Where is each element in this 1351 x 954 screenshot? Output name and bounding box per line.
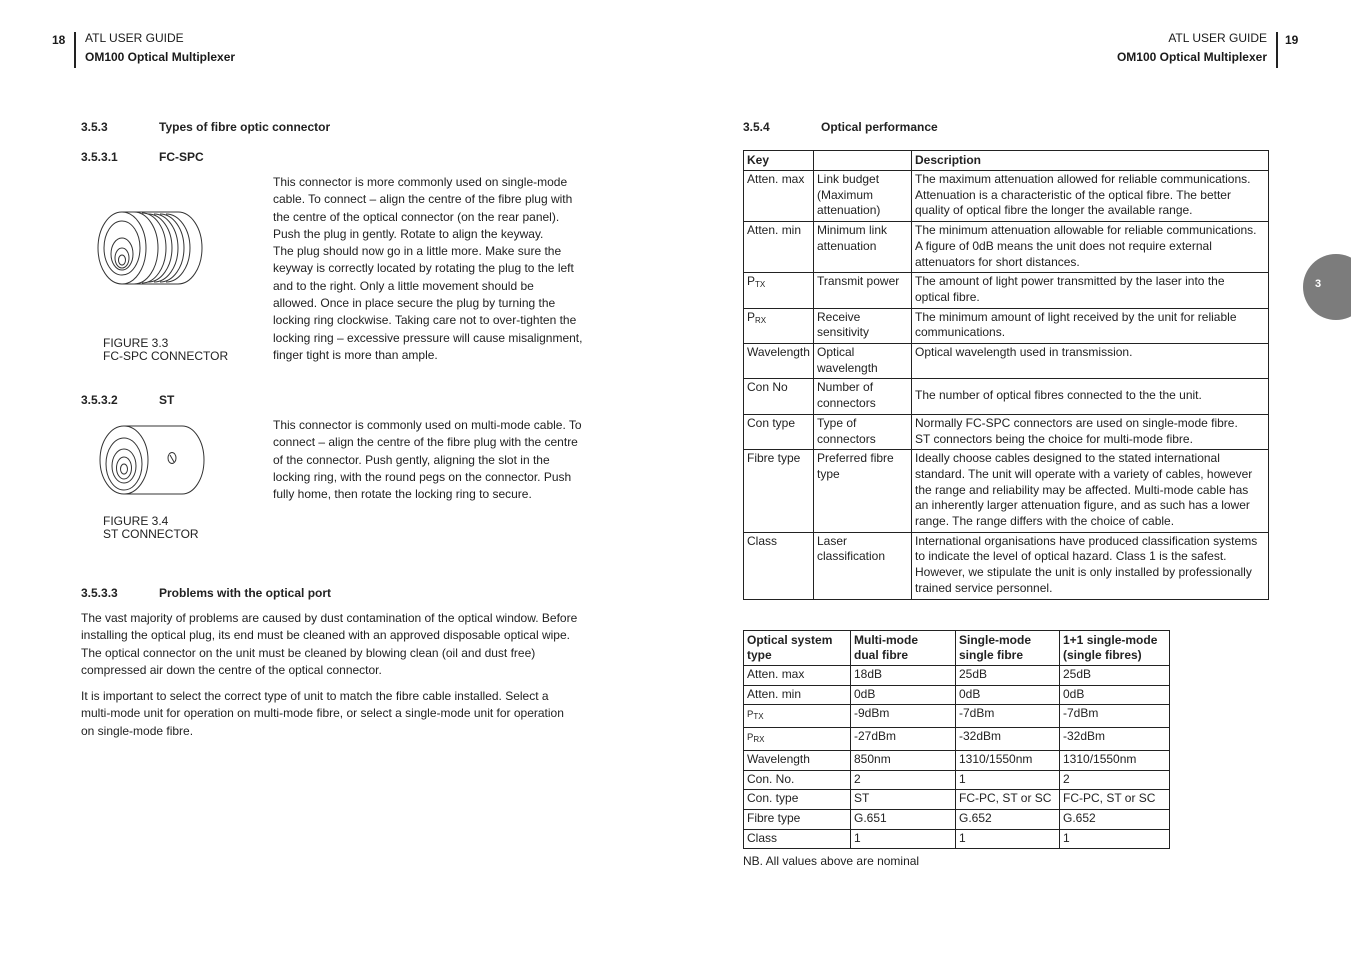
- figure-number: FIGURE 3.4: [103, 514, 169, 528]
- description-cell: [912, 222, 1269, 273]
- table-row: [744, 414, 1269, 449]
- table-cell: G.652: [1060, 809, 1170, 829]
- heading-title: ST: [159, 393, 175, 407]
- description-cell: [912, 414, 1269, 449]
- text-line: compressed air down the centre of the optical connector.: [81, 662, 382, 677]
- figure-3-4-caption: [103, 515, 199, 541]
- table-row: [744, 809, 1170, 829]
- cell-line: to indicate the level of optical hazard. Class 1 is the safest.: [915, 549, 1227, 564]
- header-line: (single fibres): [1063, 648, 1142, 662]
- text-line: locking ring, with the round pegs on the connector. Push: [273, 469, 572, 484]
- key-cell: Atten. max: [744, 171, 814, 222]
- column-header: Description: [912, 151, 1269, 171]
- cell-line: Preferred fibre: [817, 451, 894, 466]
- heading-number: 3.5.4: [743, 120, 770, 134]
- heading-number: 3.5.3: [81, 120, 108, 134]
- name-cell: [814, 532, 912, 599]
- table-row: [744, 770, 1170, 790]
- heading-title: Optical performance: [821, 120, 938, 134]
- cell-line: The minimum attenuation allowable for reliable communications.: [915, 223, 1257, 238]
- key-subscript: RX: [755, 315, 767, 325]
- description-cell: [912, 450, 1269, 533]
- text-line: This connector is commonly used on multi-mode cable. To: [273, 418, 582, 432]
- spec-table: [743, 630, 1170, 849]
- cell-line: A figure of 0dB means the unit does not require external: [915, 238, 1212, 253]
- key-cell: Class: [744, 532, 814, 599]
- label-subscript: RX: [753, 735, 765, 745]
- table-cell: 1: [1060, 829, 1170, 849]
- table-cell: 1: [851, 829, 956, 849]
- cell-line: Receive: [817, 309, 861, 324]
- table-row: [744, 829, 1170, 849]
- key-cell: Fibre type: [744, 450, 814, 533]
- header-line: Multi-mode: [854, 633, 918, 647]
- cell-line: the range and reliability may be affected. Multi-mode cable has: [915, 482, 1249, 497]
- key-cell: Wavelength: [744, 344, 814, 379]
- cell-line: Attenuation is a characteristic of the optical fibre. The better: [915, 187, 1231, 202]
- table-row: [744, 273, 1269, 308]
- cell-line: range. The range differs with the choice of cable.: [915, 514, 1175, 529]
- name-cell: [814, 222, 912, 273]
- table-cell: G.652: [956, 809, 1060, 829]
- table-cell: 18dB: [851, 666, 956, 686]
- fc-spc-description: [273, 174, 603, 364]
- table-row: [744, 728, 1170, 751]
- text-line: locking ring – excessive pressure will cause misalignment,: [273, 330, 583, 345]
- table-cell: ST: [851, 790, 956, 810]
- heading-3-5-3: [81, 120, 330, 134]
- table-row: [744, 790, 1170, 810]
- table-cell: -9dBm: [851, 705, 956, 728]
- table-row: [744, 379, 1269, 414]
- row-label: Fibre type: [744, 809, 851, 829]
- name-cell: [814, 379, 912, 414]
- right-header-product: OM100 Optical Multiplexer: [1116, 50, 1267, 64]
- header-line: Single-mode: [959, 633, 1032, 647]
- cell-line: The amount of light power transmitted by the laser into the: [915, 274, 1225, 289]
- label-subscript: TX: [753, 712, 764, 722]
- heading-number: 3.5.3.2: [81, 393, 118, 407]
- heading-3-5-3-2: [81, 393, 174, 407]
- cell-line: sensitivity: [817, 325, 870, 340]
- text-line: cable. To connect – align the centre of the fibre plug with: [273, 192, 573, 207]
- table-cell: FC-PC, ST or SC: [956, 790, 1060, 810]
- cell-line: International organisations have produced classification systems: [915, 533, 1258, 548]
- cell-line: attenuation: [817, 238, 877, 253]
- heading-3-5-4: [743, 120, 938, 134]
- cell-line: Normally FC-SPC connectors are used on single-mode fibre.: [915, 415, 1238, 430]
- cell-line: However, we stipulate the unit is only installed by professionally: [915, 565, 1252, 580]
- text-line: finger tight is more than ample.: [273, 347, 438, 362]
- table-row: [744, 344, 1269, 379]
- text-line: of the connector. Push gently, aligning the slot in the: [273, 452, 550, 467]
- row-label: Con. No.: [744, 770, 851, 790]
- table-cell: 1310/1550nm: [956, 750, 1060, 770]
- cell-line: classification: [817, 549, 886, 564]
- row-label: [744, 705, 851, 728]
- heading-number: 3.5.3.3: [81, 586, 118, 600]
- cell-line: (Maximum: [817, 187, 873, 202]
- cell-line: attenuation): [817, 203, 881, 218]
- right-page-number: 19: [1285, 33, 1299, 47]
- cell-line: wavelength: [817, 360, 878, 375]
- table-cell: -7dBm: [1060, 705, 1170, 728]
- heading-3-5-3-3: [81, 586, 331, 600]
- description-cell: [912, 273, 1269, 308]
- cell-line: quality of optical fibre the longer the available range.: [915, 203, 1193, 218]
- table-row: [744, 308, 1269, 343]
- table-row: [744, 171, 1269, 222]
- cell-line: ST connectors being the choice for multi-mode fibre.: [915, 431, 1193, 446]
- column-header: [851, 631, 956, 666]
- text-line: and to the right. Only a little movement should be: [273, 278, 534, 293]
- cell-line: Transmit power: [817, 274, 900, 289]
- column-header: Key: [744, 151, 814, 171]
- table-cell: 2: [851, 770, 956, 790]
- text-line: fully home, then rotate the locking ring to secure.: [273, 487, 532, 502]
- cell-line: Type of: [817, 415, 857, 430]
- name-cell: [814, 414, 912, 449]
- cell-line: Number of: [817, 380, 874, 395]
- cell-line: Optical: [817, 345, 855, 360]
- header-line: dual fibre: [854, 648, 909, 662]
- figure-title: FC-SPC CONNECTOR: [103, 349, 229, 363]
- left-header-rule: [74, 32, 76, 68]
- table-cell: 850nm: [851, 750, 956, 770]
- heading-3-5-3-1: [81, 150, 204, 164]
- table-cell: 1: [956, 829, 1060, 849]
- header-line: 1+1 single-mode: [1063, 633, 1158, 647]
- cell-line: standard. The unit will operate with a variety of cables, however: [915, 466, 1253, 481]
- row-label: Wavelength: [744, 750, 851, 770]
- key-symbol: P: [747, 274, 756, 289]
- cell-line: attenuators for short distances.: [915, 254, 1080, 269]
- st-connector-illustration: [94, 422, 210, 504]
- table-cell: -32dBm: [1060, 728, 1170, 751]
- cell-line: optical fibre.: [915, 289, 980, 304]
- table-header-row: [744, 631, 1170, 666]
- cell-line: trained service personnel.: [915, 580, 1053, 595]
- table-cell: 1310/1550nm: [1060, 750, 1170, 770]
- table-cell: -32dBm: [956, 728, 1060, 751]
- cell-line: Minimum link: [817, 223, 888, 238]
- right-header: [1117, 29, 1267, 67]
- table-cell: 1: [956, 770, 1060, 790]
- table-row: [744, 705, 1170, 728]
- name-cell: [814, 344, 912, 379]
- text-line: the centre of the optical connector (on the rear panel).: [273, 209, 560, 224]
- row-label: Class: [744, 829, 851, 849]
- column-header: [814, 151, 912, 171]
- fc-spc-connector-illustration: [90, 208, 210, 294]
- right-header-guide: ATL USER GUIDE: [1168, 31, 1267, 45]
- table-cell: 2: [1060, 770, 1170, 790]
- label-symbol: P: [747, 732, 754, 744]
- spec-table-note: NB. All values above are nominal: [743, 854, 920, 868]
- text-line: locking ring clockwise. Taking care not to over-tighten the: [273, 313, 577, 328]
- text-line: keyway is correctly located by rotating the plug to the left: [273, 261, 574, 276]
- text-line: The vast majority of problems are caused by dust contamination of the optical window. Before: [81, 611, 578, 625]
- header-line: Optical system: [747, 633, 833, 647]
- table-cell: 25dB: [1060, 666, 1170, 686]
- table-cell: -27dBm: [851, 728, 956, 751]
- text-line: This connector is more commonly used on single-mode: [273, 175, 568, 189]
- cell-line: Optical wavelength used in transmission.: [915, 345, 1133, 360]
- name-cell: [814, 171, 912, 222]
- name-cell: [814, 308, 912, 343]
- row-label: Con. type: [744, 790, 851, 810]
- figure-number: FIGURE 3.3: [103, 336, 169, 350]
- description-cell: [912, 308, 1269, 343]
- heading-title: Types of fibre optic connector: [159, 120, 331, 134]
- key-cell: [744, 308, 814, 343]
- key-table: [743, 150, 1269, 600]
- table-cell: FC-PC, ST or SC: [1060, 790, 1170, 810]
- text-line: It is important to select the correct type of unit to match the fibre cable installed. Select a: [81, 689, 549, 703]
- row-label: Atten. max: [744, 666, 851, 686]
- text-line: on single-mode fibre.: [81, 723, 194, 738]
- key-cell: Con No: [744, 379, 814, 414]
- table-header-row: [744, 151, 1269, 171]
- name-cell: [814, 273, 912, 308]
- cell-line: communications.: [915, 325, 1006, 340]
- text-line: installing the optical plug, its end must be cleaned with an approved disposable optical wipe.: [81, 628, 570, 643]
- column-header: [956, 631, 1060, 666]
- left-header: [85, 29, 235, 67]
- table-row: [744, 222, 1269, 273]
- chapter-tab: [1303, 254, 1351, 320]
- table-row: [744, 450, 1269, 533]
- figure-title: ST CONNECTOR: [103, 527, 199, 541]
- left-page-number: 18: [52, 33, 66, 47]
- chapter-tab-label: 3: [1315, 278, 1322, 290]
- text-line: allowed. Once in place secure the plug by turning the: [273, 296, 556, 311]
- header-line: single fibre: [959, 648, 1024, 662]
- st-description: [273, 417, 603, 503]
- text-line: The optical connector on the unit must be cleaned by blowing clean (oil and dust free): [81, 645, 536, 660]
- column-header: [1060, 631, 1170, 666]
- heading-title: Problems with the optical port: [159, 586, 332, 600]
- right-header-rule: [1276, 32, 1278, 68]
- text-line: Push the plug in gently. Rotate to align the keyway.: [273, 226, 544, 241]
- description-cell: [912, 344, 1269, 379]
- text-line: connect – align the centre of the fibre plug with the centre: [273, 435, 578, 450]
- description-cell: [912, 379, 1269, 414]
- optical-port-paragraph-2: [81, 688, 611, 740]
- cell-line: connectors: [817, 431, 876, 446]
- key-symbol: P: [747, 309, 756, 324]
- table-cell: -7dBm: [956, 705, 1060, 728]
- table-cell: G.651: [851, 809, 956, 829]
- cell-line: The maximum attenuation allowed for reliable communications.: [915, 172, 1251, 186]
- row-label: [744, 728, 851, 751]
- figure-3-3-caption: [103, 337, 228, 363]
- cell-line: The minimum amount of light received by the unit for reliable: [915, 309, 1237, 324]
- table-cell: 25dB: [956, 666, 1060, 686]
- cell-line: an inherently larger attenuation figure, and as such has a lower: [915, 498, 1250, 513]
- left-header-product: OM100 Optical Multiplexer: [85, 50, 236, 64]
- label-symbol: P: [747, 709, 754, 721]
- cell-line: connectors: [817, 396, 876, 411]
- cell-line: Laser: [817, 533, 848, 548]
- left-header-guide: ATL USER GUIDE: [85, 31, 184, 45]
- text-line: multi-mode unit for operation on multi-mode fibre, or select a single-mode unit for operation: [81, 706, 564, 721]
- table-cell: 0dB: [956, 685, 1060, 705]
- table-cell: 0dB: [851, 685, 956, 705]
- table-row: [744, 750, 1170, 770]
- cell-line: The number of optical fibres connected to the the unit.: [915, 388, 1202, 403]
- table-row: [744, 532, 1269, 599]
- cell-line: Link budget: [817, 172, 880, 186]
- description-cell: [912, 532, 1269, 599]
- cell-line: type: [817, 466, 840, 481]
- cell-line: Ideally choose cables designed to the stated international: [915, 451, 1220, 466]
- key-cell: Con type: [744, 414, 814, 449]
- key-cell: [744, 273, 814, 308]
- heading-number: 3.5.3.1: [81, 150, 118, 164]
- description-cell: [912, 171, 1269, 222]
- key-cell: Atten. min: [744, 222, 814, 273]
- table-row: [744, 666, 1170, 686]
- column-header: [744, 631, 851, 666]
- key-subscript: TX: [755, 280, 766, 290]
- heading-title: FC-SPC: [159, 150, 204, 164]
- table-row: [744, 685, 1170, 705]
- name-cell: [814, 450, 912, 533]
- text-line: The plug should now go in a little more. Make sure the: [273, 244, 562, 259]
- table-cell: 0dB: [1060, 685, 1170, 705]
- optical-port-paragraph-1: [81, 610, 611, 679]
- row-label: Atten. min: [744, 685, 851, 705]
- header-line: type: [747, 648, 772, 662]
